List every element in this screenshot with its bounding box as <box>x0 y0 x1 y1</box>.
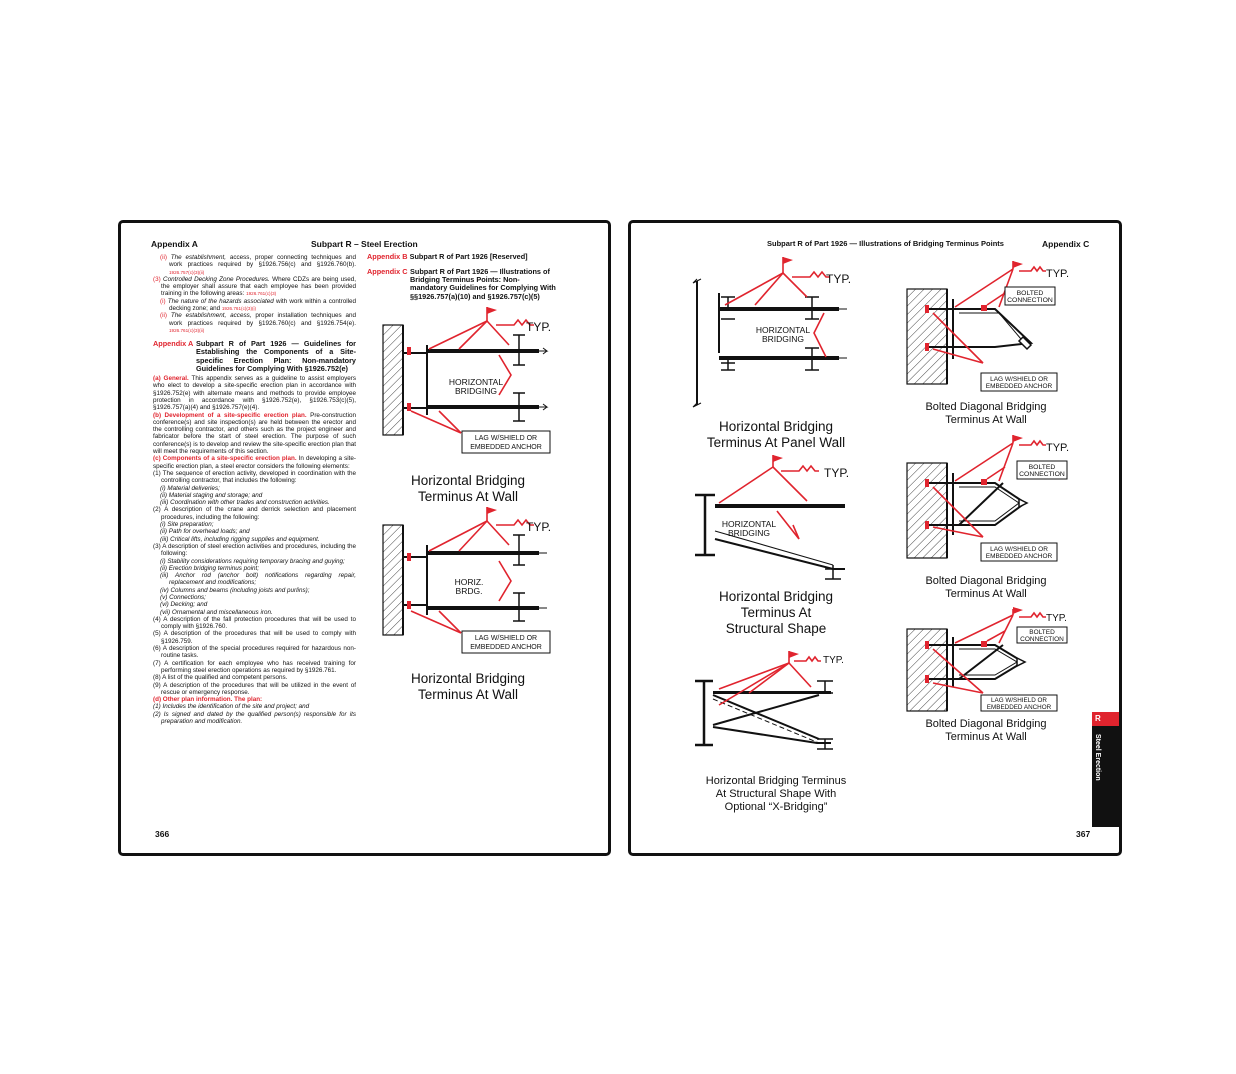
svg-text:LAG W/SHIELD OR: LAG W/SHIELD OR <box>991 697 1047 704</box>
svg-text:HORIZ.: HORIZ. <box>454 577 484 587</box>
bolted-diagonal-bridging-diagram <box>903 607 1073 717</box>
list-item: (4) A description of the fall protection procedures that will be used to comply with §1926.760. <box>153 615 356 631</box>
figure-caption: Horizontal Bridging Terminus At Wall <box>410 473 526 504</box>
list-item: (6) A description of the special procedures required for hazardous non-routine tasks. <box>153 645 356 660</box>
svg-text:BRIDGING: BRIDGING <box>761 334 805 344</box>
appendix-b-heading: Appendix B Subpart R of Part 1926 [Reserved] <box>367 252 528 261</box>
section-d: (d) Other plan information. The plan: <box>153 696 263 704</box>
bridging-panel-wall-diagram <box>689 253 859 413</box>
svg-text:HORIZONTAL: HORIZONTAL <box>448 377 504 387</box>
list-item: (ii) The establishment, access, proper connecting techniques and work practices required by §1926.756(c) and §1926.760(b). 1926.757(c)(3)(ii) <box>160 254 356 275</box>
list-item: (v) Connections; <box>160 593 206 601</box>
svg-text:TYP.: TYP. <box>1046 442 1070 454</box>
list-item: (2) A description of the crane and derrick selection and placement procedures, including the following: <box>153 506 356 521</box>
figure-caption: Bolted Diagonal Bridging Terminus At Wall <box>925 401 1047 426</box>
list-item: (iv) Columns and beams (including joists and purlins); <box>160 586 310 594</box>
svg-text:HORIZONTAL: HORIZONTAL <box>755 325 811 335</box>
figure-caption: Horizontal Bridging Terminus At Structural Shape <box>718 589 834 636</box>
section-label: Steel Erection <box>1094 734 1101 781</box>
left-page <box>118 220 611 856</box>
svg-text:BRIDGING: BRIDGING <box>727 528 771 538</box>
list-item: (i) Site preparation; <box>160 521 214 529</box>
right-page <box>628 220 1122 856</box>
section-letter: R <box>1092 712 1119 726</box>
svg-text:TYP.: TYP. <box>824 466 850 480</box>
page-number: 367 <box>1076 829 1091 839</box>
list-item: (3) Controlled Decking Zone Procedures. Where CDZs are being used, the employer shall assure that each employee has been provided training in the following areas: 1926.761(c)(3) <box>153 275 357 298</box>
svg-text:TYP.: TYP. <box>826 272 852 286</box>
x-bridging-diagram <box>689 647 859 757</box>
list-item: (ii) Erection bridging terminus point; <box>160 564 260 572</box>
svg-text:CONNECTION: CONNECTION <box>1019 471 1065 478</box>
list-item: (iii) Coordination with other trades and construction activities. <box>160 499 330 507</box>
svg-text:LAG W/SHIELD OR: LAG W/SHIELD OR <box>474 635 538 642</box>
bridging-structural-shape-diagram <box>689 449 859 585</box>
list-item: (vii) Ornamental and miscellaneous iron. <box>160 608 273 616</box>
appendix-c-heading: Appendix C Subpart R of Part 1926 — Illustrations of Bridging Terminus Points: Non-mandatory Guidelines for Complying With §§1926.757(a)(10) and §1926.757(c)(5) <box>367 267 556 301</box>
header-subpart: Subpart R of Part 1926 — Illustrations of Bridging Terminus Points <box>767 239 1004 248</box>
section-b: (b) Development of a site-specific erection plan. Pre-construction conference(s) and site inspection(s) are held between the erector and the controlling contractor, and others such as the project engineer and fabricator before the start of steel erection. The purpose of such conference(s) is to develop and review the site-specific erection plan that will meet the requirements of this section. <box>153 411 357 456</box>
list-item: (vi) Decking; and <box>160 601 208 609</box>
section-c: (c) Components of a site-specific erection plan. In developing a site-specific erection plan, a steel erector considers the following elements: <box>153 455 356 470</box>
page-number: 366 <box>155 829 170 839</box>
svg-text:LAG W/SHIELD OR: LAG W/SHIELD OR <box>990 546 1048 553</box>
bridging-wall-diagram <box>379 305 559 465</box>
svg-text:BOLTED: BOLTED <box>1016 290 1044 297</box>
header-appendix-c: Appendix C <box>1042 239 1090 249</box>
section-side-tab[interactable] <box>1092 712 1119 827</box>
list-item: (ii) Path for overhead loads; and <box>160 528 250 536</box>
header-appendix-a: Appendix A <box>151 239 198 249</box>
list-item: (2) Is signed and dated by the qualified person(s) responsible for its preparation and modification. <box>153 710 356 726</box>
svg-text:EMBEDDED ANCHOR: EMBEDDED ANCHOR <box>986 704 1052 711</box>
svg-text:TYP.: TYP. <box>1046 268 1070 280</box>
list-item: (ii) Material staging and storage; and <box>160 491 263 499</box>
svg-text:HORIZONTAL: HORIZONTAL <box>721 519 777 529</box>
section-a: (a) General. This appendix serves as a guideline to assist employers who elect to develop a site-specific erection plan in accordance with §1926.752(e) with alternate means and methods to provide employee protection in accordance with §1926.752(e), §1926.753(c)(5), §1926.757(a)(4) and §1926.757(e)(4). <box>153 375 356 412</box>
svg-text:CONNECTION: CONNECTION <box>1020 636 1064 643</box>
svg-text:EMBEDDED ANCHOR: EMBEDDED ANCHOR <box>985 383 1053 390</box>
figure-caption: Bolted Diagonal Bridging Terminus At Wall <box>925 575 1047 600</box>
figure-caption: Horizontal Bridging Terminus At Structural Shape With Optional “X-Bridging” <box>705 775 847 813</box>
list-item: (i) Material deliveries; <box>160 484 220 492</box>
svg-text:BOLTED: BOLTED <box>1028 464 1056 471</box>
svg-text:BRDG.: BRDG. <box>455 586 483 596</box>
bolted-diagonal-bridging-diagram <box>903 433 1073 567</box>
svg-text:LAG W/SHIELD OR: LAG W/SHIELD OR <box>990 376 1048 383</box>
list-item: (ii) The establishment, access, proper installation techniques and work practices required by §1926.760(c) and §1926.754(e). 1926.761(c)(3)(ii) <box>160 312 356 333</box>
svg-text:TYP.: TYP. <box>823 655 844 666</box>
list-item: (i) The nature of the hazards associated with work within a controlled decking zone; and 1926.761(c)(3)(i) <box>160 297 357 313</box>
list-item: (1) The sequence of erection activity, developed in coordination with the controlling contractor, that includes the following: <box>153 469 356 485</box>
svg-text:LAG W/SHIELD OR: LAG W/SHIELD OR <box>474 435 538 442</box>
list-item: (5) A description of the procedures that will be used to comply with §1926.759. <box>153 630 356 645</box>
svg-text:TYP.: TYP. <box>526 520 552 534</box>
text-column <box>153 254 356 725</box>
list-item: (iii) Critical lifts, including rigging supplies and equipment. <box>160 535 320 543</box>
list-item: (i) Stability considerations requiring temporary bracing and guying; <box>160 557 345 565</box>
appendix-a-heading: Appendix A Subpart R of Part 1926 — Guidelines for Establishing the Components of a Site-specific Erection Plan: Non-mandatory Guidelines for Complying With §1926.752(e) <box>153 339 356 373</box>
header-subpart: Subpart R – Steel Erection <box>311 239 418 249</box>
figure-caption: Horizontal Bridging Terminus At Panel Wall <box>706 419 846 450</box>
bridging-wall-diagram <box>379 505 559 665</box>
figure-caption: Horizontal Bridging Terminus At Wall <box>410 671 526 702</box>
svg-text:CONNECTION: CONNECTION <box>1007 297 1053 304</box>
svg-text:EMBEDDED ANCHOR: EMBEDDED ANCHOR <box>470 644 542 651</box>
bolted-diagonal-bridging-diagram <box>903 259 1073 393</box>
list-item: (9) A description of the procedures that will be utilized in the event of rescue or emergency response. <box>153 681 356 696</box>
svg-text:EMBEDDED ANCHOR: EMBEDDED ANCHOR <box>470 444 542 451</box>
figure-caption: Bolted Diagonal Bridging Terminus At Wall <box>925 718 1047 743</box>
svg-text:EMBEDDED ANCHOR: EMBEDDED ANCHOR <box>985 553 1053 560</box>
svg-text:TYP.: TYP. <box>526 320 552 334</box>
list-item: (3) A description of steel erection activities and procedures, including the following: <box>153 542 356 558</box>
list-item: (1) Includes the identification of the site and project; and <box>153 703 310 711</box>
list-item: (iii) Anchor rod (anchor bolt) notifications regarding repair, replacement and modifications; <box>160 572 356 587</box>
list-item: (7) A certification for each employee who has received training for performing steel erection operations as required by §1926.761. <box>153 659 356 674</box>
svg-text:BRIDGING: BRIDGING <box>454 386 498 396</box>
list-item: (8) A list of the qualified and competent persons. <box>153 674 288 682</box>
svg-text:BOLTED: BOLTED <box>1029 629 1055 636</box>
svg-text:TYP.: TYP. <box>1046 613 1067 624</box>
